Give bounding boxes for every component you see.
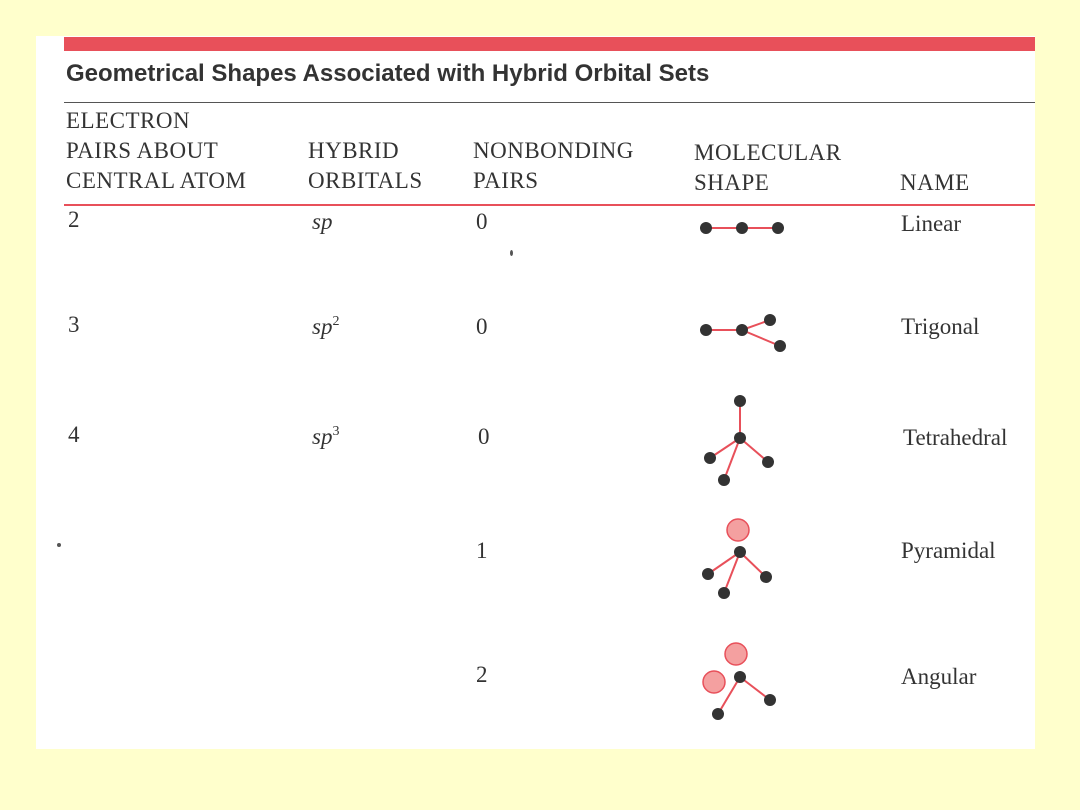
- header-line: CENTRAL ATOM: [66, 168, 247, 193]
- header-line: ELECTRON: [66, 108, 191, 133]
- hybrid-superscript: 2: [332, 314, 340, 329]
- table-title: Geometrical Shapes Associated with Hybrid Orbital Sets: [66, 60, 710, 87]
- row-angular-name: Angular: [901, 664, 977, 689]
- linear-shape-icon: [696, 216, 796, 240]
- speck: [510, 250, 513, 256]
- header-rule: [64, 204, 1035, 206]
- header-line: ORBITALS: [308, 168, 423, 193]
- header-hybrid-orbitals: [308, 136, 423, 196]
- pyramidal-shape-icon: [696, 516, 796, 606]
- row-pyramidal-name: Pyramidal: [901, 538, 996, 563]
- hybrid-base: sp: [312, 314, 333, 339]
- hybrid-base: sp: [312, 424, 333, 449]
- row-linear-nonbonding: 0: [476, 209, 488, 234]
- row-trigonal-electron-pairs: 3: [68, 312, 80, 337]
- trigonal-shape-icon: [696, 312, 796, 358]
- header-line: PAIRS: [473, 168, 539, 193]
- header-nonbonding-pairs: [473, 136, 634, 196]
- row-linear-hybrid: [312, 209, 332, 235]
- row-tetrahedral-hybrid: [312, 424, 339, 450]
- header-line: NONBONDING: [473, 138, 634, 163]
- row-tetrahedral-name: Tetrahedral: [903, 425, 1008, 450]
- header-name: NAME: [900, 170, 970, 195]
- hybrid-base: sp: [312, 209, 333, 234]
- header-red-bar: [64, 37, 1035, 51]
- row-trigonal-name: Trigonal: [901, 314, 980, 339]
- tetrahedral-shape-icon: [696, 392, 796, 492]
- header-line: HYBRID: [308, 138, 400, 163]
- header-line: PAIRS ABOUT: [66, 138, 219, 163]
- header-electron-pairs: [66, 106, 246, 196]
- slide: [36, 36, 1035, 749]
- header-line: SHAPE: [694, 170, 770, 195]
- row-tetrahedral-electron-pairs: 4: [68, 422, 80, 447]
- row-trigonal-nonbonding: 0: [476, 314, 488, 339]
- row-tetrahedral-nonbonding: 0: [478, 424, 490, 449]
- header-line: MOLECULAR: [694, 140, 842, 165]
- row-trigonal-hybrid: [312, 314, 339, 340]
- speck: [57, 543, 61, 547]
- angular-shape-icon: [696, 640, 796, 730]
- hybrid-superscript: 3: [332, 424, 340, 439]
- row-pyramidal-nonbonding: 1: [476, 538, 488, 563]
- row-linear-electron-pairs: 2: [68, 207, 80, 232]
- header-molecular-shape: [694, 138, 842, 198]
- row-angular-nonbonding: 2: [476, 662, 488, 687]
- row-linear-name: Linear: [901, 211, 962, 236]
- title-rule: [64, 102, 1035, 103]
